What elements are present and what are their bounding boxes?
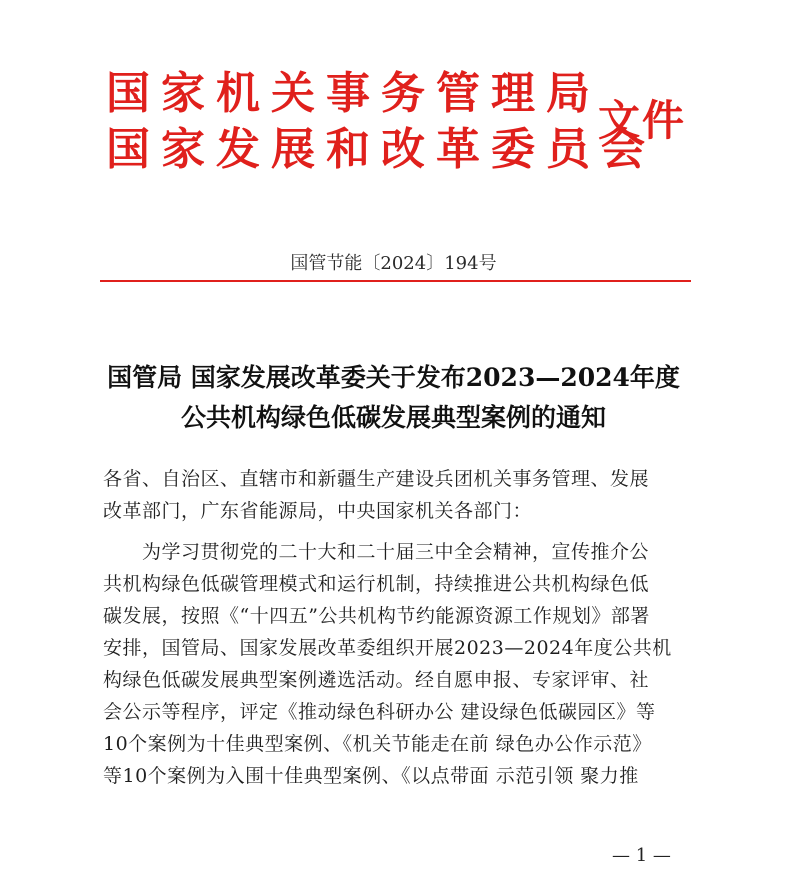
body-line: 会公示等程序，评定《推动绿色科研办公 建设绿色低碳园区》等 bbox=[103, 701, 656, 723]
issuing-org-1: 国家机关事务管理局 bbox=[106, 68, 601, 119]
red-divider-line bbox=[100, 280, 691, 282]
document-title-line-2: 公共机构绿色低碳发展典型案例的通知 bbox=[180, 403, 606, 432]
addressee-block bbox=[103, 463, 649, 527]
body-line: 共机构绿色低碳管理模式和运行机制，持续推进公共机构绿色低 bbox=[103, 573, 650, 595]
body-line: 10个案例为十佳典型案例、《机关节能走在前 绿色办公作示范》 bbox=[103, 733, 652, 755]
addressee-line: 改革部门，广东省能源局，中央国家机关各部门： bbox=[103, 500, 533, 522]
body-line: 安排，国管局、国家发展改革委组织开展2023—2024年度公共机 bbox=[103, 637, 672, 659]
issuing-org-2: 国家发展和改革委员会 bbox=[106, 124, 656, 175]
body-line: 碳发展，按照《“十四五”公共机构节约能源资源工作规划》部署 bbox=[103, 605, 650, 627]
body-line: 构绿色低碳发展典型案例遴选活动。经自愿申报、专家评审、社 bbox=[103, 669, 650, 691]
document-number: 国管节能〔2024〕194号 bbox=[290, 253, 497, 274]
body-paragraph bbox=[103, 536, 672, 792]
addressee-line: 各省、自治区、直辖市和新疆生产建设兵团机关事务管理、发展 bbox=[103, 468, 650, 490]
page-number: — 1 — bbox=[612, 845, 671, 866]
body-line: 为学习贯彻党的二十大和二十届三中全会精神，宣传推介公 bbox=[103, 541, 650, 563]
document-title-line-1: 国管局 国家发展改革委关于发布2023—2024年度 bbox=[107, 363, 680, 392]
body-line: 等10个案例为入围十佳典型案例、《以点带面 示范引领 聚力推 bbox=[103, 765, 639, 787]
document-type-label: 文件 bbox=[598, 96, 687, 145]
